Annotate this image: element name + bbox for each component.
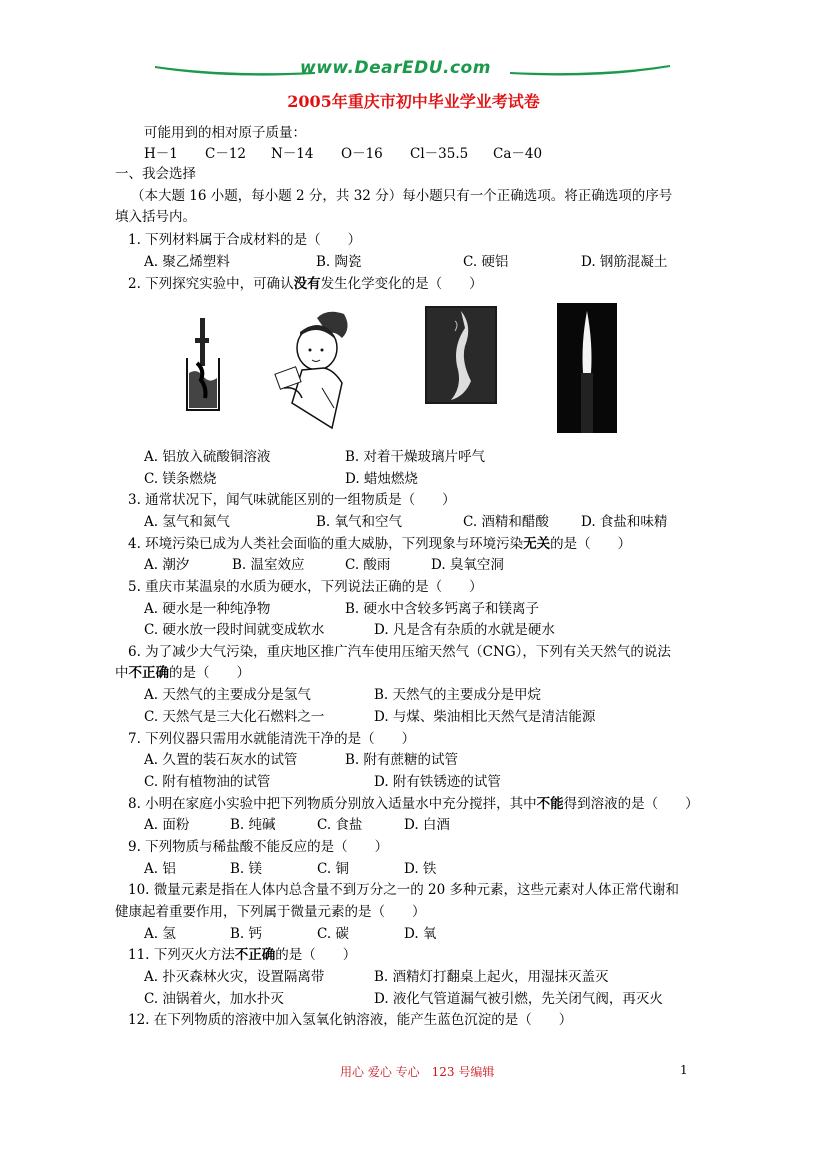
q11-option-a: A. 扑灭森林火灾，设置隔离带 [144,969,325,985]
q2-option-d: D. 蜡烛燃烧 [345,471,418,487]
q7-stem: 7. 下列仪器只需用水就能清洗干净的是（ ） [128,731,416,747]
section-instructions-line2: 填入括号内。 [115,209,196,225]
q8-option-c: C. 食盐 [317,817,363,833]
q4-option-d: D. 臭氧空洞 [431,557,504,573]
q1-option-b: B. 陶瓷 [316,254,362,270]
q4-option-b: B. 温室效应 [232,557,305,573]
q9-stem: 9. 下列物质与稀盐酸不能反应的是（ ） [128,839,389,855]
q8-option-b: B. 纯碱 [230,817,276,833]
q10-stem-line1: 10. 微量元素是指在人体内总含量不到万分之一的 20 多种元素，这些元素对人体正常代谢和 [128,882,680,898]
q2-option-c: C. 镁条燃烧 [144,471,217,487]
q10-option-a: A. 氢 [144,926,176,942]
footer-text: 用心 爱心 专心 123 号编辑 [340,1065,495,1079]
section-instructions-line1: （本大题 16 小题，每小题 2 分，共 32 分）每小题只有一个正确选项。将正确选项的序号 [131,188,673,204]
q9-option-a: A. 铝 [144,861,176,877]
q10-option-c: C. 碳 [317,926,349,942]
atomic-mass-h: H－1 [144,146,178,162]
atomic-mass-ca: Ca－40 [493,146,543,162]
atomic-mass-c: C－12 [205,146,247,162]
q11-option-b: B. 酒精灯打翻桌上起火，用湿抹灭盖灭 [374,969,609,985]
q3-stem: 3. 通常状况下，闻气味就能区别的一组物质是（ ） [128,492,456,508]
q11-option-c: C. 油锅着火，加水扑灭 [144,991,284,1007]
q3-option-b: B. 氧气和空气 [316,514,403,530]
q2-option-a: A. 铝放入硫酸铜溶液 [144,449,271,465]
q8-option-d: D. 白酒 [404,817,450,833]
q7-option-d: D. 附有铁锈迹的试管 [374,774,501,790]
beaker-aluminum-image [183,318,223,413]
site-logo-text: www.DearEDU.com [300,58,491,78]
magnesium-burning-image [425,306,497,404]
q2-option-b: B. 对着干燥玻璃片呼气 [345,449,486,465]
q10-stem-line2: 健康起着重要作用，下列属于微量元素的是（ ） [115,904,426,920]
q6-option-b: B. 天然气的主要成分是甲烷 [374,687,542,703]
q11-option-d: D. 液化气管道漏气被引燃，先关闭气阀，再灭火 [374,991,663,1007]
q10-option-d: D. 氧 [404,926,437,942]
q4-option-a: A. 潮汐 [144,557,190,573]
page-number: 1 [680,1063,688,1077]
q5-option-b: B. 硬水中含较多钙离子和镁离子 [345,601,540,617]
q6-option-a: A. 天然气的主要成分是氢气 [144,687,311,703]
q12-stem: 12. 在下列物质的溶液中加入氢氧化钠溶液，能产生蓝色沉淀的是（ ） [128,1012,573,1028]
q1-option-c: C. 硬铝 [463,254,509,270]
q5-option-c: C. 硬水放一段时间就变成软水 [144,622,325,638]
q8-option-a: A. 面粉 [144,817,190,833]
atomic-mass-cl: Cl－35.5 [410,146,469,162]
q11-stem: 11. 下列灭火方法不正确的是（ ） [128,947,357,963]
q4-stem: 4. 环境污染已成为人类社会面临的重大威胁，下列现象与环境污染无关的是（ ） [128,536,632,552]
q6-option-d: D. 与煤、柴油相比天然气是清洁能源 [374,709,596,725]
q1-option-d: D. 钢筋混凝土 [581,254,668,270]
q9-option-b: B. 镁 [230,861,263,877]
q3-option-c: C. 酒精和醋酸 [463,514,549,530]
girl-breathing-on-glass-image [272,308,352,433]
q3-option-a: A. 氢气和氮气 [144,514,230,530]
q9-option-c: C. 铜 [317,861,349,877]
q6-option-c: C. 天然气是三大化石燃料之一 [144,709,325,725]
q7-option-b: B. 附有蔗糖的试管 [345,752,459,768]
q8-stem: 8. 小明在家庭小实验中把下列物质分别放入适量水中充分搅拌，其中不能得到溶液的是（ ） [128,796,699,812]
atomic-mass-intro: 可能用到的相对原子质量： [144,125,306,141]
q10-option-b: B. 钙 [230,926,263,942]
section-heading: 一、我会选择 [115,166,196,182]
q2-stem: 2. 下列探究实验中，可确认没有发生化学变化的是（ ） [128,276,483,292]
q6-stem-line2: 中不正确的是（ ） [115,665,250,681]
q7-option-a: A. 久置的装石灰水的试管 [144,752,298,768]
header-swoosh-right [510,60,670,78]
q3-option-d: D. 食盐和味精 [581,514,668,530]
q5-option-a: A. 硬水是一种纯净物 [144,601,271,617]
q6-stem-line1: 6. 为了减少大气污染，重庆地区推广汽车使用压缩天然气（CNG），下列有关天然气的说法 [128,644,671,660]
exam-title: 2005年重庆市初中毕业学业考试卷 [287,92,540,111]
q5-option-d: D. 凡是含有杂质的水就是硬水 [374,622,555,638]
atomic-mass-n: N－14 [271,146,314,162]
q9-option-d: D. 铁 [404,861,437,877]
q7-option-c: C. 附有植物油的试管 [144,774,271,790]
atomic-mass-o: O－16 [341,146,383,162]
header-swoosh-left [155,60,315,78]
candle-burning-image [557,303,617,433]
q5-stem: 5. 重庆市某温泉的水质为硬水，下列说法正确的是（ ） [128,579,483,595]
q4-option-c: C. 酸雨 [345,557,391,573]
q1-stem: 1. 下列材料属于合成材料的是（ ） [128,232,362,248]
q1-option-a: A. 聚乙烯塑料 [144,254,230,270]
